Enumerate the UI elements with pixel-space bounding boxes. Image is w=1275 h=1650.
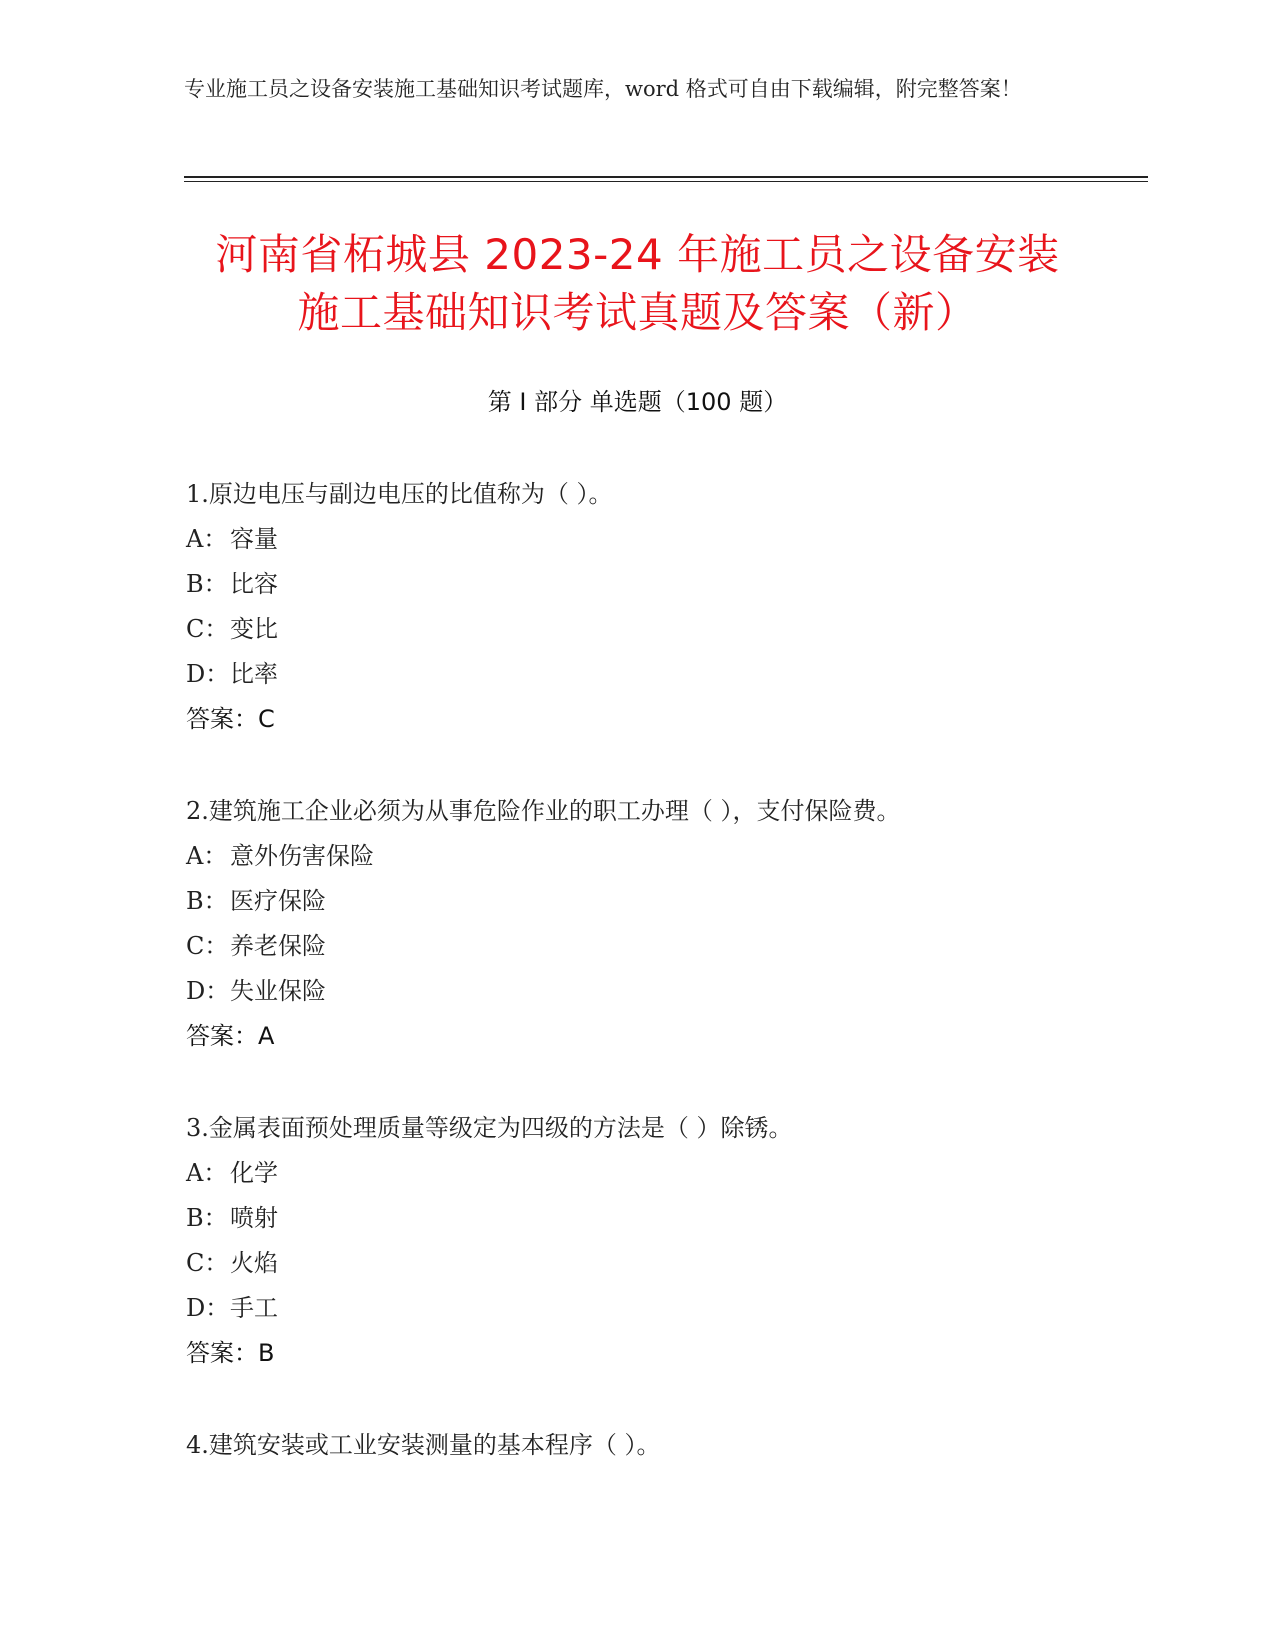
question-stem: 3.金属表面预处理质量等级定为四级的方法是（ ）除锈。	[186, 1114, 793, 1142]
option-text: 容量	[230, 525, 278, 553]
option-a	[186, 834, 1146, 879]
option-letter: C：	[186, 1249, 229, 1277]
option-letter: B：	[186, 887, 228, 915]
option-d	[186, 969, 1146, 1014]
header-rule-thick	[184, 176, 1148, 178]
document-title	[130, 226, 1145, 342]
option-a	[186, 517, 1146, 562]
title-line-2: 施工基础知识考试真题及答案（新）	[297, 288, 978, 337]
question-answer: 答案：C	[186, 705, 275, 733]
option-text: 意外伤害保险	[230, 842, 374, 870]
option-b	[186, 1196, 1146, 1241]
header-note: 专业施工员之设备安装施工基础知识考试题库，word 格式可自由下载编辑，附完整答案！	[184, 77, 1022, 101]
option-letter: A：	[186, 525, 228, 553]
question-4	[186, 1423, 1146, 1468]
option-letter: B：	[186, 1204, 228, 1232]
question-1	[186, 472, 1146, 742]
option-text: 失业保险	[230, 977, 326, 1005]
option-d	[186, 1286, 1146, 1331]
option-text: 火焰	[230, 1249, 278, 1277]
option-letter: C：	[186, 615, 229, 643]
option-c	[186, 924, 1146, 969]
question-stem: 4.建筑安装或工业安装测量的基本程序（ ）。	[186, 1431, 661, 1459]
option-b	[186, 879, 1146, 924]
option-text: 比容	[230, 570, 278, 598]
option-c	[186, 607, 1146, 652]
option-text: 医疗保险	[230, 887, 326, 915]
question-stem: 2.建筑施工企业必须为从事危险作业的职工办理（ ），支付保险费。	[186, 797, 901, 825]
question-answer: 答案：B	[186, 1339, 275, 1367]
question-spacer	[186, 1059, 1146, 1106]
option-text: 喷射	[230, 1204, 278, 1232]
header-rule-thin	[184, 181, 1148, 182]
question-spacer	[186, 1376, 1146, 1423]
title-line-1: 河南省柘城县 2023-24 年施工员之设备安装	[215, 230, 1060, 279]
option-letter: A：	[186, 842, 228, 870]
option-text: 化学	[230, 1159, 278, 1187]
question-spacer	[186, 742, 1146, 789]
question-stem: 1.原边电压与副边电压的比值称为（ ）。	[186, 480, 613, 508]
question-list	[186, 472, 1146, 1468]
option-a	[186, 1151, 1146, 1196]
option-letter: D：	[186, 977, 230, 1005]
question-answer: 答案：A	[186, 1022, 275, 1050]
option-b	[186, 562, 1146, 607]
option-text: 养老保险	[230, 932, 326, 960]
option-text: 比率	[230, 660, 278, 688]
option-letter: A：	[186, 1159, 228, 1187]
option-text: 变比	[230, 615, 278, 643]
option-letter: D：	[186, 1294, 230, 1322]
option-d	[186, 652, 1146, 697]
option-letter: D：	[186, 660, 230, 688]
question-3	[186, 1106, 1146, 1376]
option-letter: C：	[186, 932, 229, 960]
question-2	[186, 789, 1146, 1059]
option-text: 手工	[230, 1294, 278, 1322]
option-c	[186, 1241, 1146, 1286]
option-letter: B：	[186, 570, 228, 598]
section-title: 第 I 部分 单选题（100 题）	[487, 388, 788, 416]
